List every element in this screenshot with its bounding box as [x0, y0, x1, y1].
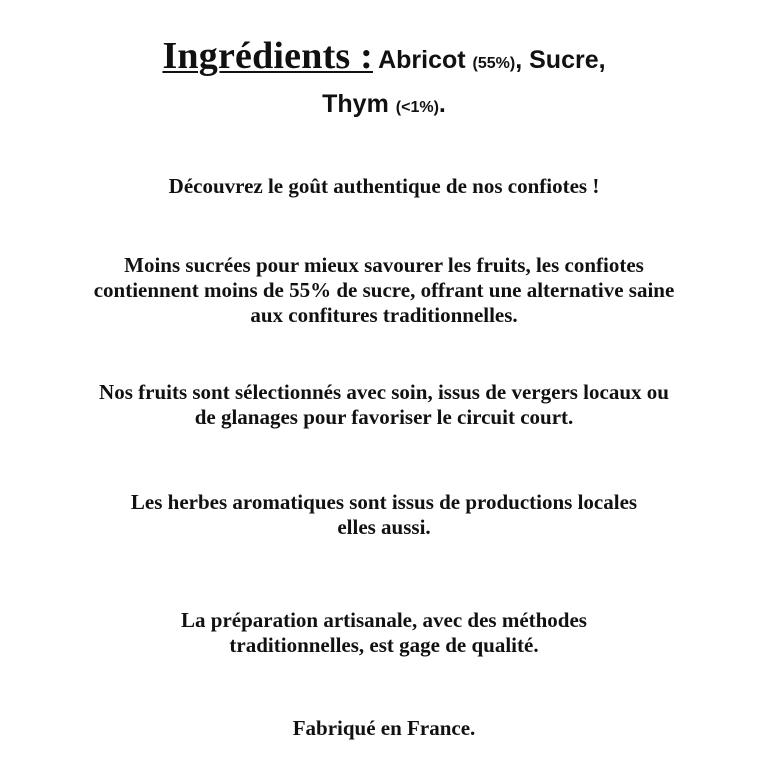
paragraph-line: La préparation artisanale, avec des méthodes: [181, 608, 587, 632]
origin-text: Fabriqué en France.: [292, 716, 476, 740]
ingredient-name: Thym: [322, 90, 389, 118]
paragraph-line: Nos fruits sont sélectionnés avec soin, issus de vergers locaux ou: [99, 380, 669, 404]
ingredient-percent: (55%): [472, 55, 516, 72]
craft-paragraph: [20, 608, 748, 658]
paragraph-line: de glanages pour favoriser le circuit court.: [194, 405, 574, 429]
fruits-paragraph: [20, 380, 748, 430]
ingredient-separator: ,: [515, 46, 523, 74]
ingredient-separator: ,: [598, 46, 606, 74]
ingredients-title: Ingrédients :: [162, 35, 373, 77]
origin-paragraph: [20, 716, 748, 741]
ingredient-sugar: [529, 46, 605, 74]
paragraph-line: Moins sucrées pour mieux savourer les fruits, les confiotes: [124, 253, 644, 277]
paragraph-line: Les herbes aromatiques sont issus de productions locales: [130, 490, 638, 514]
ingredients-line-2: [84, 82, 684, 130]
ingredients-header: [84, 34, 684, 130]
ingredients-line-1: [84, 34, 684, 86]
paragraph-line: elles aussi.: [337, 515, 431, 539]
paragraph-line: contiennent moins de 55% de sucre, offrant une alternative saine: [93, 278, 675, 302]
ingredient-name: Abricot: [378, 46, 466, 74]
ingredient-apricot: [378, 46, 529, 74]
ingredient-name: Sucre: [529, 46, 599, 74]
ingredient-separator: .: [438, 90, 446, 118]
paragraph-line: aux confitures traditionnelles.: [250, 303, 518, 327]
paragraph-line: traditionnelles, est gage de qualité.: [229, 633, 539, 657]
ingredient-percent: (<1%): [395, 99, 439, 116]
ingredient-thyme: [322, 90, 446, 118]
tagline-text: Découvrez le goût authentique de nos confiotes !: [168, 174, 600, 198]
sugar-paragraph: [20, 253, 748, 328]
herbs-paragraph: [20, 490, 748, 540]
tagline-paragraph: [20, 174, 748, 199]
